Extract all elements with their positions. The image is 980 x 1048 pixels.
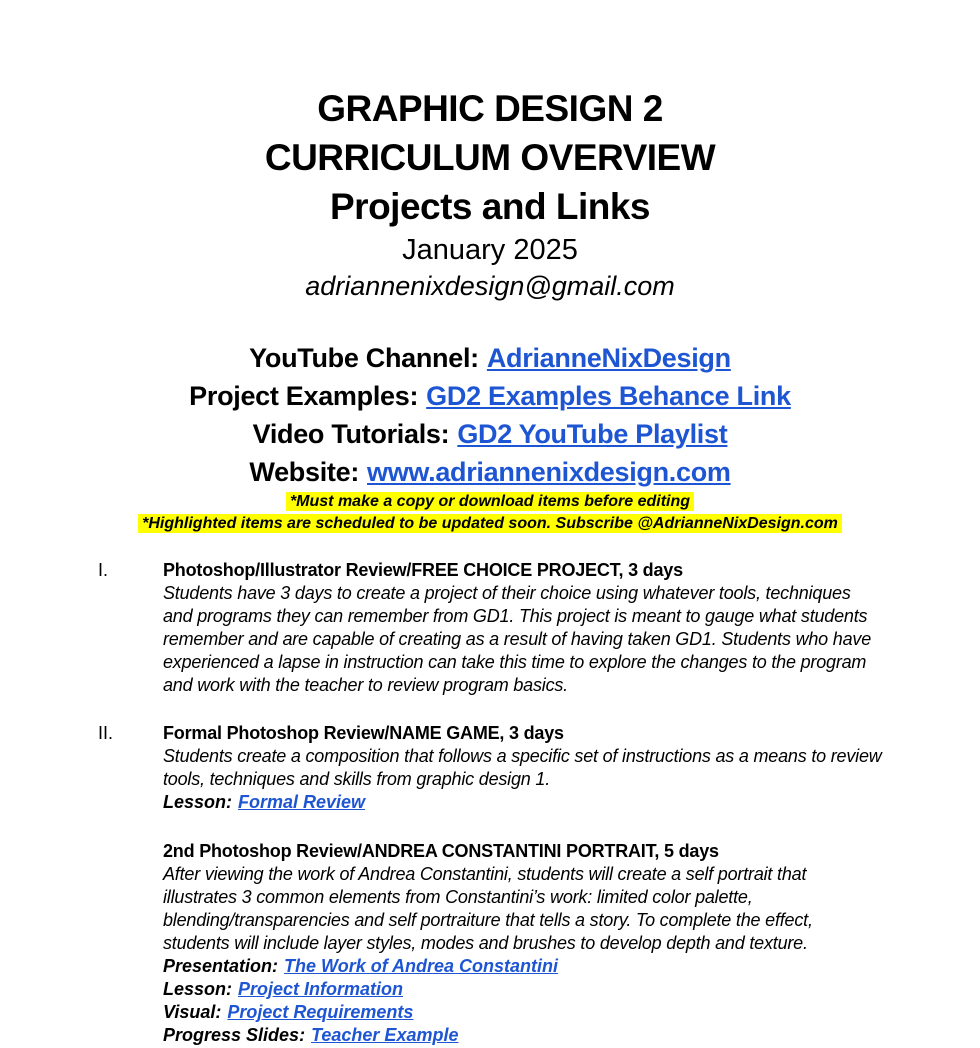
youtube-channel-line (0, 339, 980, 377)
visual-label: Visual: (163, 1002, 222, 1022)
section-numeral-2: II. (98, 723, 114, 743)
project-examples-label: Project Examples: (189, 381, 419, 411)
project-examples-line (0, 377, 980, 415)
doc-title-line-1: GRAPHIC DESIGN 2 (317, 88, 663, 129)
section-photoshop-review (0, 722, 980, 1047)
project-information-link[interactable]: Project Information (238, 979, 404, 999)
video-tutorials-link[interactable]: GD2 YouTube Playlist (457, 419, 728, 449)
youtube-channel-link[interactable]: AdrianneNixDesign (486, 343, 731, 373)
andrea-constantini-description: After viewing the work of Andrea Constantini, students will create a self portrait that illustrates 3 common elements from Constantini’s work: limited color palette, blending/transparencies and self portraiture that tells a story. To complete the effect, students will include layer styles, modes and brushes to develop depth and texture. (163, 864, 813, 953)
notice-copy-line (0, 491, 980, 513)
section-numeral-1: I. (98, 560, 109, 580)
lesson-label: Lesson: (163, 792, 233, 812)
video-tutorials-line (0, 415, 980, 453)
doc-title-line-2: CURRICULUM OVERVIEW (264, 137, 716, 178)
andrea-constantini-heading: 2nd Photoshop Review/ANDREA CONSTANTINI PORTRAIT, 5 days (163, 841, 719, 861)
name-game-block (163, 722, 882, 814)
free-choice-project-block (163, 559, 882, 697)
website-link[interactable]: www.adriannenixdesign.com (367, 457, 731, 487)
notice-update-line (0, 513, 980, 535)
website-label: Website: (249, 457, 360, 487)
formal-review-link[interactable]: Formal Review (238, 792, 366, 812)
notice-highlighted-items: *Highlighted items are scheduled to be updated soon. Subscribe @AdrianneNixDesign.com (138, 514, 842, 533)
name-game-heading: Formal Photoshop Review/NAME GAME, 3 days (163, 723, 564, 743)
andrea-presentation-link[interactable]: The Work of Andrea Constantini (284, 956, 559, 976)
links-block (0, 339, 980, 535)
free-choice-description: Students have 3 days to create a project of their choice using whatever tools, techniques and programs they can remember from GD1. This project is meant to gauge what students remember and are capable of creating as a result of having taken GD1. Students who have experienced a lapse in instruction can take this time to explore the changes to the program and work with the teacher to review program basics. (163, 583, 872, 695)
contact-email: adriannenixdesign@gmail.com (305, 271, 675, 301)
document-header (0, 0, 980, 303)
section-free-choice (0, 559, 980, 697)
visual-line (163, 1001, 882, 1024)
doc-date: January 2025 (402, 234, 578, 266)
presentation-line (163, 955, 882, 978)
progress-slides-label: Progress Slides: (163, 1025, 306, 1045)
notice-must-copy: *Must make a copy or download items before editing (286, 492, 694, 511)
teacher-example-link[interactable]: Teacher Example (311, 1025, 459, 1045)
website-line (0, 453, 980, 491)
project-requirements-link[interactable]: Project Requirements (227, 1002, 414, 1022)
lesson-label: Lesson: (163, 979, 233, 999)
free-choice-heading: Photoshop/Illustrator Review/FREE CHOICE PROJECT, 3 days (163, 560, 683, 580)
lesson-line (163, 978, 882, 1001)
andrea-constantini-block (163, 840, 882, 1047)
curriculum-sections (0, 559, 980, 1047)
video-tutorials-label: Video Tutorials: (252, 419, 450, 449)
presentation-label: Presentation: (163, 956, 279, 976)
name-game-lesson-line (163, 791, 882, 814)
project-examples-link[interactable]: GD2 Examples Behance Link (426, 381, 791, 411)
doc-title-line-3: Projects and Links (330, 186, 650, 227)
progress-slides-line (163, 1024, 882, 1047)
youtube-channel-label: YouTube Channel: (249, 343, 479, 373)
name-game-description: Students create a composition that follows a specific set of instructions as a means to review tools, techniques and skills from graphic design 1. (163, 746, 882, 789)
